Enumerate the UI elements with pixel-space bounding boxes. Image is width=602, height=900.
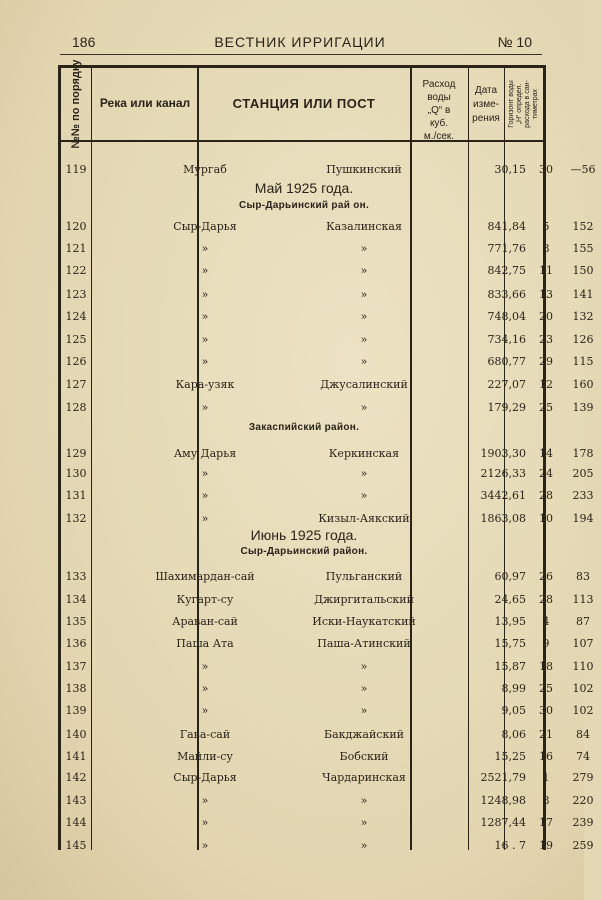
table-row: [60, 509, 594, 529]
river-cell: »: [201, 660, 209, 673]
station-cell: Керкинская: [328, 447, 400, 460]
river-cell: Кара-узяк: [175, 378, 235, 391]
horizon-cell: 132: [572, 310, 594, 323]
discharge-cell: 9,05: [501, 704, 526, 717]
col-header-number: №№ по порядку: [70, 59, 82, 149]
discharge-cell: 179,29: [487, 401, 526, 414]
date-cell: 11: [539, 264, 553, 277]
col-header-station: СТАНЦИЯ ИЛИ ПОСТ: [232, 96, 376, 111]
date-cell: 30: [539, 704, 553, 717]
table-row: [60, 352, 594, 372]
table-row: [60, 239, 594, 259]
table-row: [60, 768, 594, 788]
horizon-cell: 139: [572, 401, 594, 414]
discharge-cell: 60,97: [494, 570, 526, 583]
row-number: 123: [65, 288, 87, 301]
date-cell: 26: [539, 570, 553, 583]
station-cell: Джусалинский: [320, 378, 408, 391]
discharge-cell: 8,06: [501, 728, 526, 741]
table-row: [60, 657, 594, 677]
river-cell: Сыр-Дарья: [173, 220, 237, 233]
horizon-cell: 87: [576, 615, 590, 628]
date-cell: 8: [542, 242, 550, 255]
station-cell: »: [360, 839, 368, 852]
table-header-border: [58, 140, 546, 142]
station-cell: »: [360, 288, 368, 301]
row-number: 121: [65, 242, 87, 255]
date-cell: 13: [539, 288, 553, 301]
date-cell: 23: [539, 333, 553, 346]
station-cell: »: [360, 264, 368, 277]
table-row: [60, 567, 590, 587]
row-number: 125: [65, 333, 87, 346]
date-cell: 25: [539, 682, 553, 695]
row-number: 128: [65, 401, 87, 414]
section-subtitle: Сыр-Дарьинский рай он.: [238, 200, 370, 211]
discharge-cell: 15,87: [494, 660, 526, 673]
discharge-cell: 833,66: [487, 288, 526, 301]
table-row: [60, 725, 590, 745]
table-row: [60, 261, 594, 281]
horizon-cell: 141: [572, 288, 594, 301]
river-cell: »: [201, 682, 209, 695]
river-cell: Майли-су: [177, 750, 233, 763]
row-number: 139: [65, 704, 87, 717]
table-row: [60, 701, 594, 721]
station-cell: Пульганский: [325, 570, 403, 583]
river-cell: Аму Дарья: [173, 447, 237, 460]
station-cell: Иски-Наукатский: [312, 615, 416, 628]
horizon-cell: 115: [572, 355, 594, 368]
discharge-cell: 1287,44: [480, 816, 526, 829]
discharge-cell: 3442,61: [480, 489, 526, 502]
station-cell: Казалинская: [326, 220, 402, 233]
row-number: 132: [65, 512, 87, 525]
section-subtitle: Сыр-Дарьинский район.: [240, 546, 368, 557]
river-cell: »: [201, 310, 209, 323]
horizon-cell: 110: [572, 660, 594, 673]
date-cell: 29: [539, 355, 553, 368]
row-number: 120: [65, 220, 87, 233]
discharge-cell: 1903,30: [480, 447, 526, 460]
journal-title: ВЕСТНИК ИРРИГАЦИИ: [214, 34, 386, 50]
horizon-cell: 160: [572, 378, 594, 391]
row-number: 129: [65, 447, 87, 460]
row-number: 127: [65, 378, 87, 391]
date-cell: 16: [539, 750, 553, 763]
station-cell: »: [360, 682, 368, 695]
river-cell: »: [201, 512, 209, 525]
discharge-cell: 734,16: [487, 333, 526, 346]
row-number: 142: [65, 771, 87, 784]
date-cell: 1: [542, 771, 550, 784]
river-cell: »: [201, 264, 209, 277]
river-cell: »: [201, 401, 209, 414]
date-cell: 17: [539, 816, 553, 829]
table-row: [60, 612, 590, 632]
row-number: 133: [65, 570, 87, 583]
station-cell: »: [360, 489, 368, 502]
date-cell: 28: [539, 593, 553, 606]
page-number: 186: [72, 34, 96, 50]
river-cell: »: [201, 839, 209, 852]
running-head: [60, 34, 540, 54]
river-cell: »: [201, 489, 209, 502]
station-cell: »: [360, 401, 368, 414]
station-cell: Бобский: [339, 750, 389, 763]
table-row: [60, 813, 594, 833]
discharge-cell: 8,99: [501, 682, 526, 695]
station-cell: »: [360, 660, 368, 673]
discharge-cell: 842,75: [487, 264, 526, 277]
discharge-cell: 771,76: [487, 242, 526, 255]
station-cell: »: [360, 816, 368, 829]
river-cell: Мургаб: [183, 163, 227, 176]
table-row: [60, 217, 594, 237]
row-number: 137: [65, 660, 87, 673]
table-row: [60, 464, 594, 484]
river-cell: »: [201, 794, 209, 807]
date-cell: 9: [542, 637, 550, 650]
table-row: [60, 486, 594, 506]
section-title: Май 1925 года.: [254, 180, 354, 196]
discharge-cell: 748,04: [487, 310, 526, 323]
horizon-cell: 102: [572, 682, 594, 695]
station-cell: »: [360, 310, 368, 323]
date-cell: 10: [539, 512, 553, 525]
discharge-cell: 2521,79: [480, 771, 526, 784]
table-row: [60, 444, 594, 464]
row-number: 122: [65, 264, 87, 277]
section-title: Июнь 1925 года.: [250, 527, 358, 543]
horizon-cell: 178: [572, 447, 594, 460]
row-number: 131: [65, 489, 87, 502]
col-header-horizon: Горизонт воды „Н“ определ. расхода в сан- тиметрах: [508, 80, 539, 128]
date-cell: 14: [539, 447, 553, 460]
date-cell: 5: [542, 220, 550, 233]
date-cell: 19: [539, 839, 553, 852]
table-row: [60, 634, 594, 654]
station-cell: »: [360, 355, 368, 368]
discharge-cell: 15,75: [494, 637, 526, 650]
date-cell: 18: [539, 660, 553, 673]
river-cell: Паша Ата: [176, 637, 234, 650]
horizon-cell: 194: [572, 512, 594, 525]
discharge-cell: 841,84: [487, 220, 526, 233]
discharge-cell: 16 . 7: [494, 839, 526, 852]
discharge-cell: 13,95: [494, 615, 526, 628]
row-number: 134: [65, 593, 87, 606]
date-cell: 30: [539, 163, 553, 176]
date-cell: 20: [539, 310, 553, 323]
river-cell: »: [201, 288, 209, 301]
horizon-cell: 239: [572, 816, 594, 829]
horizon-cell: 152: [572, 220, 594, 233]
date-cell: 4: [542, 615, 550, 628]
station-cell: Паша-Атинский: [317, 637, 411, 650]
river-cell: »: [201, 355, 209, 368]
station-cell: »: [360, 242, 368, 255]
table-row: [60, 330, 594, 350]
header-divider: [60, 54, 542, 55]
discharge-cell: 680,77: [487, 355, 526, 368]
row-number: 141: [65, 750, 87, 763]
discharge-cell: 30,15: [494, 163, 526, 176]
table-row: [60, 836, 594, 856]
horizon-cell: 155: [572, 242, 594, 255]
horizon-cell: 74: [576, 750, 590, 763]
station-cell: Чардаринская: [322, 771, 406, 784]
horizon-cell: 279: [572, 771, 594, 784]
horizon-cell: —56: [570, 163, 596, 176]
river-cell: »: [201, 816, 209, 829]
horizon-cell: 220: [572, 794, 594, 807]
discharge-cell: 1248,98: [480, 794, 526, 807]
river-cell: »: [201, 467, 209, 480]
date-cell: 12: [539, 378, 553, 391]
table-row: [60, 375, 594, 395]
date-cell: 25: [539, 401, 553, 414]
row-number: 138: [65, 682, 87, 695]
row-number: 126: [65, 355, 87, 368]
horizon-cell: 107: [572, 637, 594, 650]
horizon-cell: 102: [572, 704, 594, 717]
horizon-cell: 205: [572, 467, 594, 480]
horizon-cell: 84: [576, 728, 590, 741]
col-header-river: Река или канал: [99, 96, 191, 110]
date-cell: 8: [542, 794, 550, 807]
row-number: 136: [65, 637, 87, 650]
row-number: 124: [65, 310, 87, 323]
station-cell: Бакджайский: [324, 728, 404, 741]
table-row: [60, 791, 594, 811]
river-cell: Шахимардан-сай: [155, 570, 255, 583]
discharge-cell: 227,07: [487, 378, 526, 391]
river-cell: »: [201, 333, 209, 346]
row-number: 140: [65, 728, 87, 741]
river-cell: Араван-сай: [172, 615, 238, 628]
horizon-cell: 126: [572, 333, 594, 346]
issue-number: № 10: [497, 34, 532, 50]
row-number: 135: [65, 615, 87, 628]
discharge-cell: 24,65: [494, 593, 526, 606]
station-cell: »: [360, 467, 368, 480]
row-number: 119: [65, 163, 87, 176]
discharge-cell: 2126,33: [480, 467, 526, 480]
table-row: [60, 747, 590, 767]
horizon-cell: 83: [576, 570, 590, 583]
col-header-date: Дата изме- рения: [472, 85, 500, 124]
river-cell: »: [201, 704, 209, 717]
river-cell: Кугарт-су: [176, 593, 234, 606]
station-cell: »: [360, 333, 368, 346]
date-cell: 24: [539, 467, 553, 480]
table-row: [60, 398, 594, 418]
row-number: 145: [65, 839, 87, 852]
station-cell: Пушкинский: [326, 163, 402, 176]
table-row: [60, 160, 596, 180]
section-subtitle: Закаспийский район.: [248, 422, 360, 433]
horizon-cell: 259: [572, 839, 594, 852]
discharge-cell: 15,25: [494, 750, 526, 763]
horizon-cell: 233: [572, 489, 594, 502]
table-row: [60, 285, 594, 305]
station-cell: »: [360, 704, 368, 717]
row-number: 143: [65, 794, 87, 807]
row-number: 144: [65, 816, 87, 829]
station-cell: »: [360, 794, 368, 807]
station-cell: Кизыл-Аякский: [318, 512, 410, 525]
river-cell: Гава-сай: [179, 728, 231, 741]
row-number: 130: [65, 467, 87, 480]
river-cell: Сыр-Дарья: [173, 771, 237, 784]
col-header-discharge: Расход воды „Q“ в куб. м./сек.: [422, 79, 456, 142]
river-cell: »: [201, 242, 209, 255]
horizon-cell: 113: [572, 593, 594, 606]
discharge-cell: 1863,08: [480, 512, 526, 525]
table-row: [60, 307, 594, 327]
table-row: [60, 679, 594, 699]
horizon-cell: 150: [572, 264, 594, 277]
date-cell: 21: [539, 728, 553, 741]
table-row: [60, 590, 594, 610]
station-cell: Джиргитальский: [314, 593, 414, 606]
date-cell: 28: [539, 489, 553, 502]
